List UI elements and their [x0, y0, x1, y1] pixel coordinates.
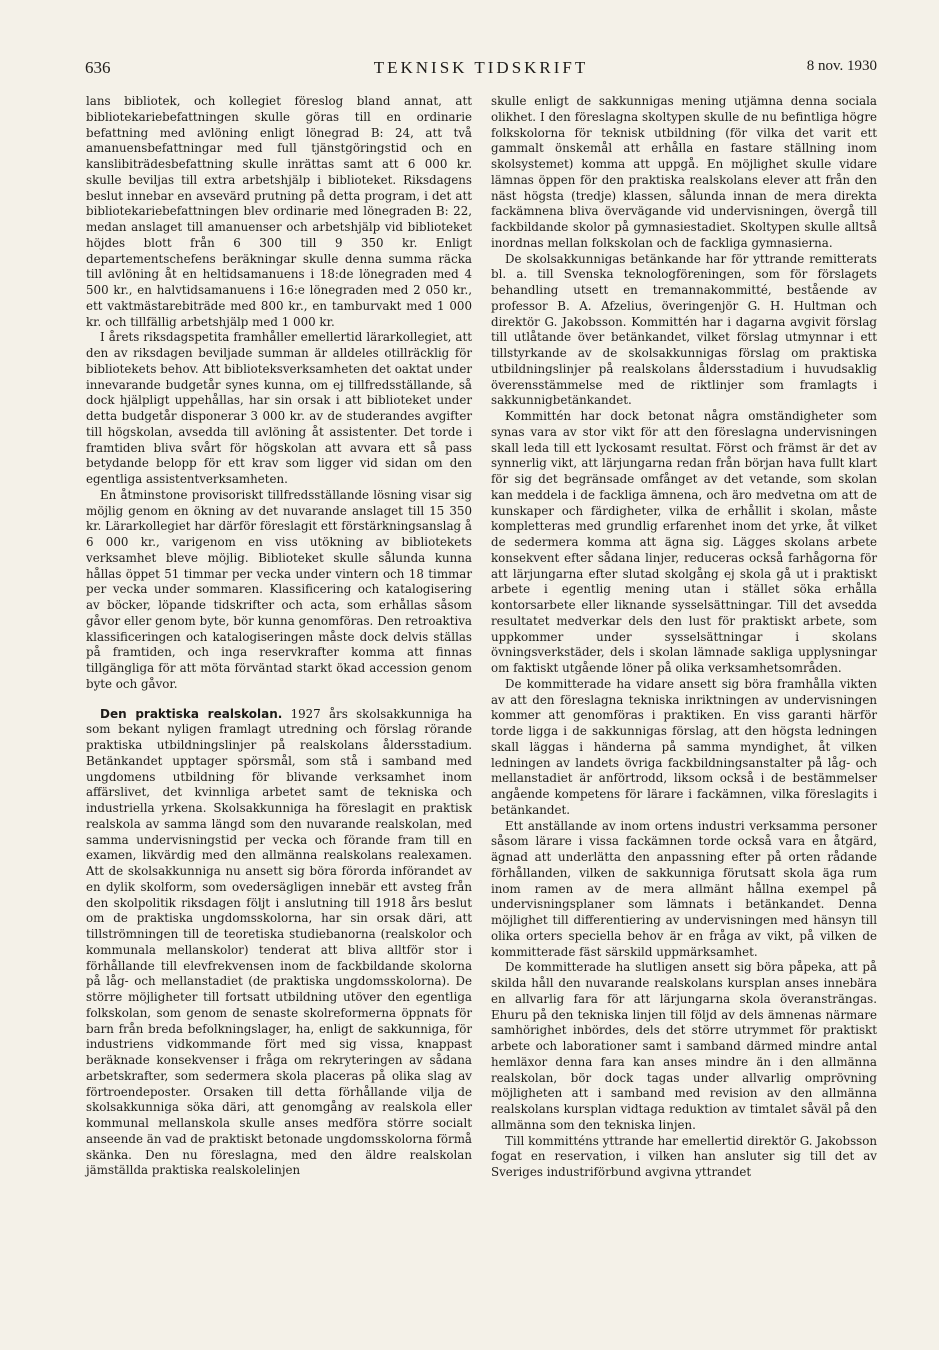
- journal-title: TEKNISK TIDSKRIFT: [373, 58, 589, 77]
- paragraph: Kommittén har dock betonat några omständigheter som synas vara av stor vikt för att den föreslagna undervisningen skall leda till ett lyckosamt resultat. Först och främst är det av synnerlig vikt, att lärjungarna redan från början hava fullt klart för sig det begränsade omfånget av det vetande, som skolan kan meddela i de fackliga ämnena, och äro medvetna om att de kunskaper och färdigheter, vilka de erhållit i skolan, måste kompletteras med grundlig erfarenhet inom det yrke, åt vilket de sedermera komma att ägna sig. Lägges skolans arbete konsekvent efter sådana linjer, reduceras också farhågorna för att lärjungarna efter slutad skolgång ej skola gå ut i praktiskt arbete i egentlig mening utan i stället söka erhålla kontorsarbete eller liknande sysselsättningar. Till det avsedda resultatet medverkar dels den lust för praktiskt arbete, som uppkommer under sysselsättningar i skolans övningsverkstäder, dels i skolan lämnade sakliga upplysningar om faktiskt utgående löner på olika verksamhetsområden.: [491, 409, 877, 675]
- paragraph: De kommitterade ha slutligen ansett sig böra påpeka, att på skilda håll den nuvarande realskolans kursplan anses innebära en allvarlig fara för att lärjungarna skola överansträngas. Ehuru på den tekniska linjen till följd av dels ämnenas närmare samhörighet inbördes, dels det större utrymmet för praktiskt arbete och laborationer samt i samband därmed mindre antal hemläxor denna fara kan anses mindre än i den allmänna realskolan, bör dock tagas under allvarlig omprövning möjligheten att i samband med revision av den allmänna realskolans kursplan vidtaga reduktion av timtalet såväl på den allmänna som den tekniska linjen.: [491, 960, 877, 1132]
- left-column: [86, 94, 472, 1179]
- paragraph: I årets riksdagspetita framhåller emellertid lärarkollegiet, att den av riksdagen beviljade summan är alldeles otillräcklig för bibliotekets behov. Att biblioteksverksamheten det oaktat under innevarande budgetår synes kunna, om ej tillfredsställande, så dock hjälpligt uppehållas, har sin orsak i att biblioteket under detta budgetår disponerar 3 000 kr. av de studerandes avgifter till högskolan, avsedda till avlöning åt assistenter. Det torde i framtiden bliva svårt för högskolan att avvara ett så pass betydande belopp för ett krav som ligger vid sidan om den egentliga assistentverksamheten.: [86, 330, 472, 486]
- issue-date: 8 nov. 1930: [806, 58, 877, 74]
- paragraph: Ett anställande av inom ortens industri verksamma personer såsom lärare i vissa fackämnen torde också vara en åtgärd, ägnad att underlätta den anpassning efter på orten rådande förhållanden, vilken de sakkunniga förutsatt skola äga rum inom ramen av de mera allmänt hållna exempel på undervisningsplaner som lämnats i betänkandet. Denna möjlighet till differentiering av undervisningen med hänsyn till olika orters speciella behov är en fråga av vikt, på vilken de kommitterade fäst särskild uppmärksamhet.: [491, 818, 877, 959]
- page-header: [85, 58, 877, 80]
- paragraph: Till kommitténs yttrande har emellertid direktör G. Jakobsson fogat en reservation, i vilken han ansluter sig till det av Sveriges industriförbund avgivna yttrandet: [491, 1133, 877, 1179]
- paragraph: De skolsakkunnigas betänkande har för yttrande remitterats bl. a. till Svenska teknologföreningen, som för förslagets behandling utsett en tremannakommitté, bestående av professor B. A. Afzelius, överingenjör G. H. Hultman och direktör G. Jakobsson. Kommittén har i dagarna avgivit förslag till utlåtande över betänkandet, vilket förslag utmynnar i ett tillstyrkande av de skolsakkunnigas förslag om praktiska utbildningslinjer på realskolans åldersstadium i huvudsaklig överensstämmelse med de riktlinjer som framlagts i sakkunnigbetänkandet.: [491, 251, 877, 408]
- section-heading: Den praktiska realskolan.: [100, 706, 283, 721]
- section-paragraph: [86, 707, 472, 1180]
- right-column: [491, 94, 877, 1181]
- paragraph: skulle enligt de sakkunnigas mening utjämna denna sociala olikhet. I den föreslagna skoltypen skulle de nu befintliga högre folkskolorna för teknisk utbildning (för vilka det varit ett gammalt önskemål att erhålla en fastare ställning inom skolsystemet) komma att uppgå. En möjlighet skulle vidare lämnas öppen för den praktiska realskolans elever att från den näst högsta (tredje) klassen, sålunda innan de mera direkta fackämnena bliva övervägande vid undervisningen, övergå till fackbildande skolor på gymnasiestadiet. Skoltypen skulle alltså inordnas mellan folkskolan och de fackliga gymnasierna.: [491, 94, 877, 250]
- paragraph: lans bibliotek, och kollegiet föreslog bland annat, att bibliotekariebefattningen skulle göras till en ordinarie befattning med avlöning enligt lönegrad B: 24, att två amanuensbefattningar med full tjänstgöringstid och en kanslibiträdesbefattning skulle inrättas samt att 6 000 kr. skulle beviljas till extra arbetshjälp i biblioteket. Riksdagens beslut innebar en avsevärd prutning på detta program, i det att bibliotekariebefattningen blev ordinarie med lönegraden B: 22, medan anslaget till amanuenser och arbetshjälp vid biblioteket höjdes blott från 6 300 till 9 350 kr. Enligt departementschefens beräkningar skulle denna summa räcka till avlöning åt en heltidsamanuens i 18:de lönegraden med 4 500 kr., en halvtidsamanuens i 16:e lönegraden med 2 050 kr., ett vaktmästarebiträde med 800 kr., en tamburvakt med 1 000 kr. och tillfällig arbetshjälp med 1 000 kr.: [86, 94, 472, 329]
- page-number: 636: [85, 58, 111, 77]
- section-text: 1927 års skolsakkunniga ha som bekant nyligen framlagt utredning och förslag rörande praktiska utbildningslinjer på realskolans åldersstadium. Betänkandet upptager spörsmål, som stå i samband med ungdomens utbildning för blivande verksamhet inom affärslivet, det kvinnliga arbetet samt de tekniska och industriella yrkena. Skolsakkunniga ha föreslagit en praktisk realskola av samma längd som den nuvarande realskolan, med samma undervisningstid per vecka och förande fram till en examen, likvärdig med den allmänna realskolans realexamen. Att de skolsakkunniga nu ansett sig böra förorda införandet av en dylik skolform, som ovedersägligen innebär ett avsteg från den skolpolitik riksdagen följt i anslutning till 1918 års beslut om de praktiska ungdomsskolorna, har sin orsak däri, att tillströmningen till de teoretiska studiebanorna (realskolor och kommunala mellanskolor) tenderat att bliva alltför stor i förhållande till elevfrekvensen inom de fackbildande skolorna på låg- och mellanstadiet (de praktiska ungdomsskolorna). De större möjligheter till fortsatt utbildning utöver den egentliga folkskolan, som genom de senaste skolreformerna öppnats för barn från breda befolkningslager, ha, enligt de sakkunniga, för industriens vidkommande fört med sig vissa, knappast beräknade konsekvenser i fråga om rekryteringen av sådana arbetskrafter, som sedermera skola placeras på olika slag av förtroendeposter. Orsaken till detta förhållande vilja de skolsakkunniga söka däri, att genomgång av realskola eller kommunal mellanskola skulle anses medföra större socialt anseende än vad de praktiskt betonade ungdomsskolorna förmå skänka. Den nu föreslagna, med den äldre realskolan jämställda praktiska realskolelinjen: [86, 706, 473, 1178]
- paragraph: De kommitterade ha vidare ansett sig böra framhålla vikten av att den föreslagna tekniska inriktningen av undervisningen kommer att genomföras i praktiken. En viss garanti härför torde ligga i de sakkunnigas förslag, att den högsta ledningen skall läggas i händerna på samma myndighet, åt vilken ledningen av landets övriga fackbildningsanstalter på låg- och mellanstadiet är anförtrodd, liksom också i de bestämmelser angående kompetens för lärare i fackämnen, vilka föreslagits i betänkandet.: [491, 676, 877, 817]
- paragraph: En åtminstone provisoriskt tillfredsställande lösning visar sig möjlig genom en ökning av det nuvarande anslaget till 15 350 kr. Lärarkollegiet har därför föreslagit ett förstärkningsanslag å 6 000 kr., varigenom en viss utökning av bibliotekets verksamhet bleve möjlig. Biblioteket skulle sålunda kunna hållas öppet 51 timmar per vecka under vintern och 18 timmar per vecka under sommaren. Klassificering och katalogisering av böcker, löpande tidskrifter och acta, som erhållas såsom gåvor eller genom byte, bör kunna genomföras. Den retroaktiva klassificeringen och katalogiseringen måste dock delvis ställas på framtiden, och inga reservkrafter komma att finnas tillgängliga för att möta förväntad starkt ökad accession genom byte och gåvor.: [86, 487, 472, 691]
